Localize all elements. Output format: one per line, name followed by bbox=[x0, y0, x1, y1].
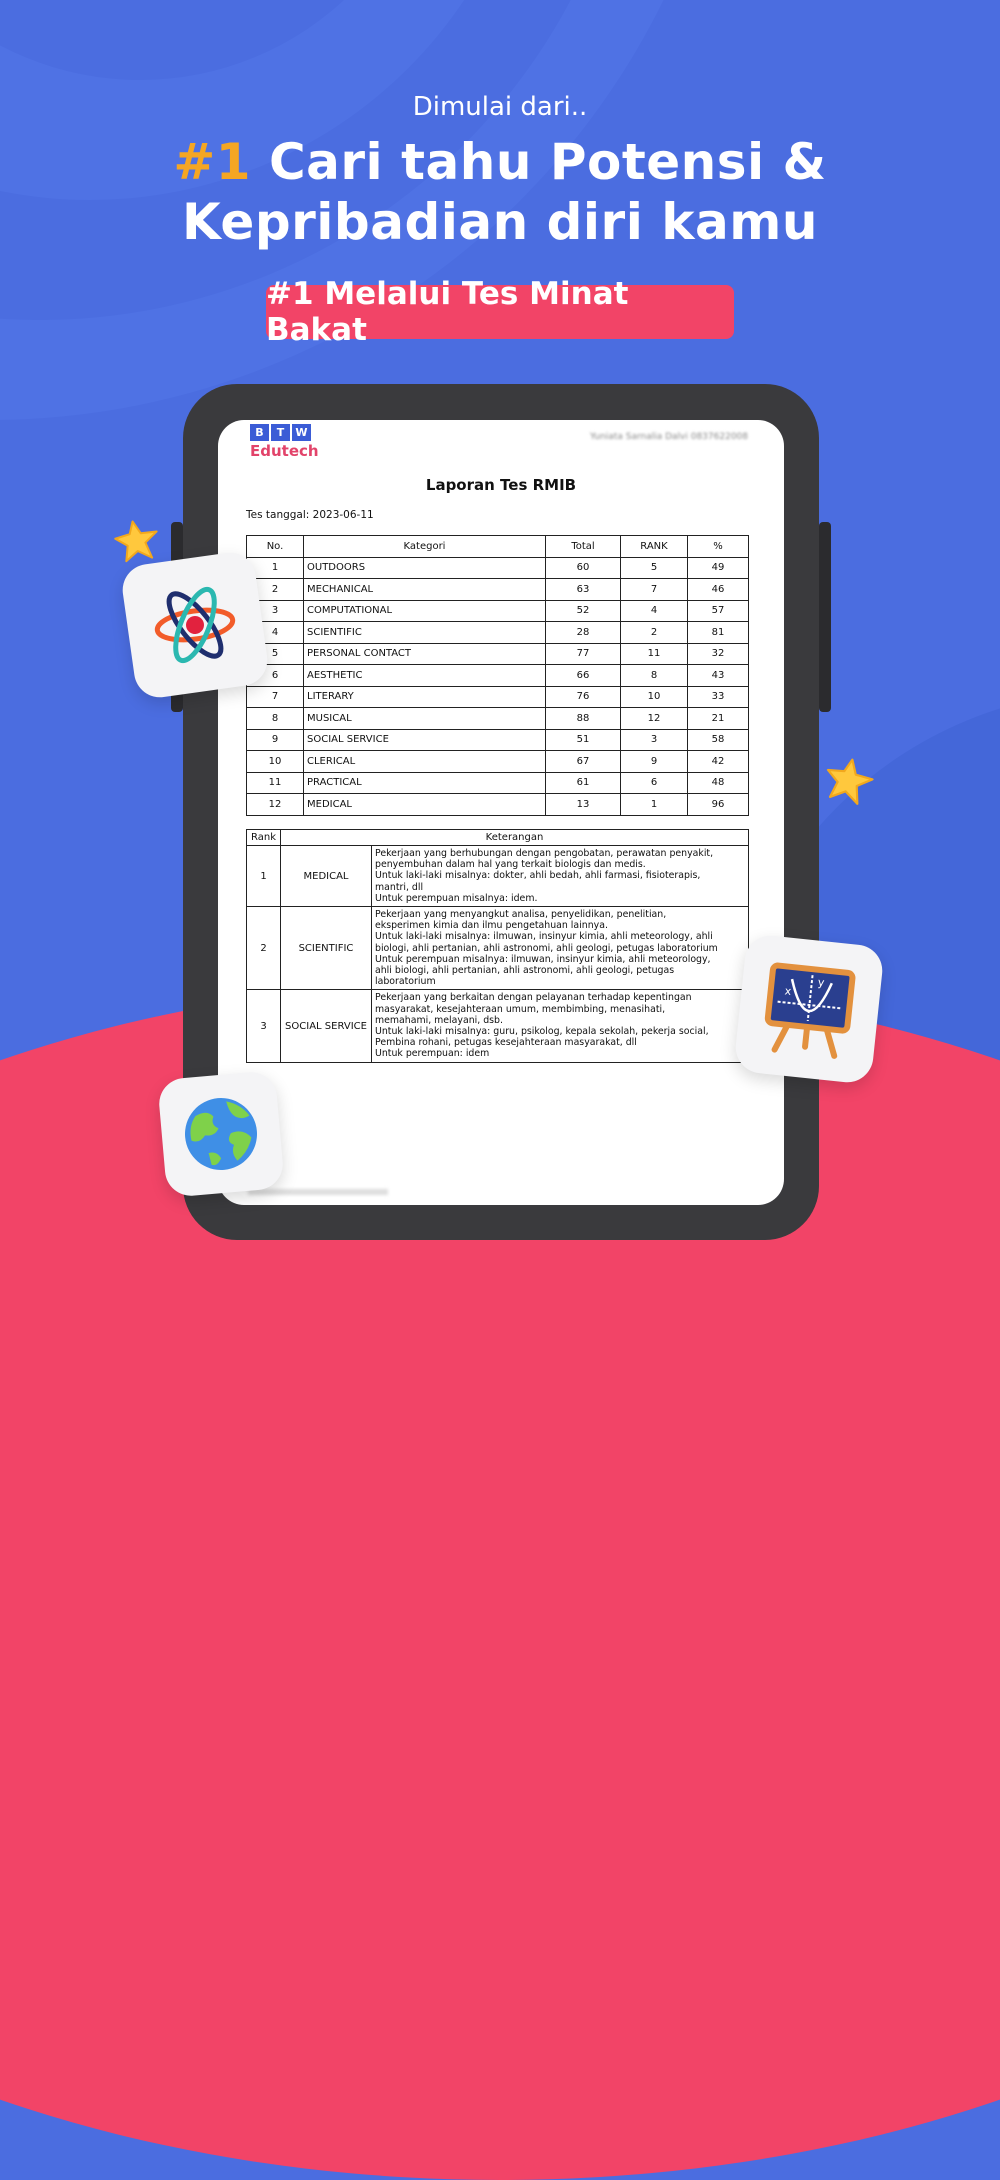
table-row bbox=[247, 729, 749, 751]
description-cell bbox=[372, 907, 749, 990]
table-row bbox=[247, 643, 749, 665]
intro-text: Dimulai dari.. bbox=[412, 92, 588, 122]
rank-cell: 2 bbox=[247, 907, 281, 990]
table-cell: 6 bbox=[247, 665, 304, 687]
table-cell: 10 bbox=[621, 686, 688, 708]
table-cell: 2 bbox=[621, 622, 688, 644]
table-cell: 5 bbox=[621, 557, 688, 579]
category-cell: MEDICAL bbox=[281, 846, 372, 907]
table-cell: 7 bbox=[621, 579, 688, 601]
description-line: mantri, dll bbox=[375, 881, 424, 893]
table-cell: 9 bbox=[621, 751, 688, 773]
table-row bbox=[247, 686, 749, 708]
table-row bbox=[247, 772, 749, 794]
table-cell: 11 bbox=[621, 643, 688, 665]
table-row bbox=[247, 622, 749, 644]
rank-cell: 3 bbox=[247, 990, 281, 1062]
table-cell: 8 bbox=[621, 665, 688, 687]
table-cell: 43 bbox=[688, 665, 749, 687]
table-cell: 51 bbox=[546, 729, 621, 751]
table-cell: 3 bbox=[247, 600, 304, 622]
graph-board-sticker bbox=[733, 933, 885, 1085]
table-cell: 49 bbox=[688, 557, 749, 579]
description-line: masyarakat, kesejahteraan umum, membimbing, menasihati, bbox=[375, 1003, 666, 1015]
description-line: penyembuhan dalam hal yang terkait biologis dan medis. bbox=[375, 859, 646, 871]
description-cell bbox=[372, 990, 749, 1062]
table-cell: 67 bbox=[546, 751, 621, 773]
description-line: ahli biologi, ahli pertanian, ahli astronomi, ahli geologi, petugas bbox=[375, 965, 675, 977]
blurred-footer bbox=[248, 1189, 388, 1195]
table-cell: 60 bbox=[546, 557, 621, 579]
column-header: Total bbox=[546, 536, 621, 558]
table-cell: 13 bbox=[546, 794, 621, 816]
table-cell: 42 bbox=[688, 751, 749, 773]
table-cell: PERSONAL CONTACT bbox=[304, 643, 546, 665]
column-header: Rank bbox=[247, 830, 281, 846]
table-cell: MECHANICAL bbox=[304, 579, 546, 601]
description-line: memahami, melayani, dsb. bbox=[375, 1014, 503, 1026]
table-row bbox=[247, 846, 749, 907]
description-line: eksperimen kimia dan ilmu pengetahuan lainnya. bbox=[375, 920, 608, 932]
table-cell: SCIENTIFIC bbox=[304, 622, 546, 644]
logo-letter: B bbox=[250, 424, 269, 441]
test-date: Tes tanggal: 2023-06-11 bbox=[246, 509, 374, 521]
table-cell: 66 bbox=[546, 665, 621, 687]
table-row bbox=[247, 907, 749, 990]
table-cell: 9 bbox=[247, 729, 304, 751]
column-header: No. bbox=[247, 536, 304, 558]
table-row bbox=[247, 708, 749, 730]
table-cell: 33 bbox=[688, 686, 749, 708]
description-line: Untuk laki-laki misalnya: ilmuwan, insinyur kimia, ahli meteorology, ahli bbox=[375, 931, 713, 943]
page-title bbox=[0, 132, 1000, 252]
table-cell: 1 bbox=[621, 794, 688, 816]
table-cell: 12 bbox=[247, 794, 304, 816]
table-cell: 52 bbox=[546, 600, 621, 622]
description-table bbox=[246, 829, 749, 1063]
description-line: Untuk laki-laki misalnya: dokter, ahli bedah, ahli farmasi, fisioterapis, bbox=[375, 870, 701, 882]
table-cell: OUTDOORS bbox=[304, 557, 546, 579]
category-cell: SOCIAL SERVICE bbox=[281, 990, 372, 1062]
feature-pill: #1 Melalui Tes Minat Bakat bbox=[266, 285, 734, 339]
table-cell: 76 bbox=[546, 686, 621, 708]
table-cell: 46 bbox=[688, 579, 749, 601]
table-cell: SOCIAL SERVICE bbox=[304, 729, 546, 751]
table-cell: 1 bbox=[247, 557, 304, 579]
description-line: Pembina rohani, petugas kesejahteraan masyarakat, dll bbox=[375, 1037, 637, 1049]
table-cell: 4 bbox=[247, 622, 304, 644]
table-cell: 58 bbox=[688, 729, 749, 751]
description-line: Pekerjaan yang berkaitan dengan pelayanan terhadap kepentingan bbox=[375, 992, 692, 1004]
column-header: Keterangan bbox=[281, 830, 749, 846]
atom-sticker bbox=[119, 549, 270, 700]
description-line: Pekerjaan yang berhubungan dengan pengobatan, perawatan penyakit, bbox=[375, 848, 714, 859]
logo-letter: W bbox=[292, 424, 311, 441]
table-cell: 3 bbox=[621, 729, 688, 751]
description-line: Pekerjaan yang menyangkut analisa, penyelidikan, penelitian, bbox=[375, 909, 667, 921]
table-cell: 5 bbox=[247, 643, 304, 665]
table-row bbox=[247, 579, 749, 601]
table-row bbox=[247, 990, 749, 1062]
description-cell bbox=[372, 846, 749, 907]
globe-icon bbox=[178, 1091, 265, 1178]
table-cell: 21 bbox=[688, 708, 749, 730]
description-line: Untuk perempuan: idem bbox=[375, 1048, 490, 1060]
table-row bbox=[247, 794, 749, 816]
report-title: Laporan Tes RMIB bbox=[425, 476, 577, 494]
btw-edutech-logo bbox=[250, 424, 319, 460]
table-cell: 4 bbox=[621, 600, 688, 622]
tablet-screen bbox=[218, 420, 784, 1205]
svg-text:y: y bbox=[817, 975, 826, 990]
table-cell: 12 bbox=[621, 708, 688, 730]
star-icon bbox=[114, 518, 162, 564]
table-row bbox=[247, 751, 749, 773]
tablet-side-button bbox=[819, 522, 831, 712]
table-cell: 88 bbox=[546, 708, 621, 730]
table-row bbox=[247, 557, 749, 579]
table-cell: 28 bbox=[546, 622, 621, 644]
table-cell: 8 bbox=[247, 708, 304, 730]
svg-text:x: x bbox=[784, 984, 792, 999]
column-header: RANK bbox=[621, 536, 688, 558]
description-line: Untuk perempuan misalnya: idem. bbox=[375, 892, 538, 904]
description-line: biologi, ahli pertanian, ahli astronomi, ahli geologi, petugas laboratorium bbox=[375, 942, 718, 954]
column-header: Kategori bbox=[304, 536, 546, 558]
table-cell: COMPUTATIONAL bbox=[304, 600, 546, 622]
table-cell: 7 bbox=[247, 686, 304, 708]
title-line2: Kepribadian diri kamu bbox=[182, 193, 818, 251]
table-cell: CLERICAL bbox=[304, 751, 546, 773]
table-cell: 10 bbox=[247, 751, 304, 773]
score-table bbox=[246, 535, 749, 816]
description-line: Untuk laki-laki misalnya: guru, psikolog, kepala sekolah, pekerja social, bbox=[375, 1026, 709, 1038]
table-cell: 11 bbox=[247, 772, 304, 794]
table-row bbox=[247, 665, 749, 687]
table-cell: LITERARY bbox=[304, 686, 546, 708]
table-cell: 77 bbox=[546, 643, 621, 665]
table-cell: 6 bbox=[621, 772, 688, 794]
table-cell: 63 bbox=[546, 579, 621, 601]
category-cell: SCIENTIFIC bbox=[281, 907, 372, 990]
globe-sticker bbox=[157, 1070, 285, 1198]
table-cell: PRACTICAL bbox=[304, 772, 546, 794]
title-line1: Cari tahu Potensi & bbox=[251, 133, 827, 191]
table-row bbox=[247, 600, 749, 622]
column-header: % bbox=[688, 536, 749, 558]
blurred-user-name: Yuniata Sarnalia Dalvi 0837622008 bbox=[589, 432, 748, 442]
table-cell: 57 bbox=[688, 600, 749, 622]
graph-board-icon bbox=[756, 956, 862, 1062]
rank-cell: 1 bbox=[247, 846, 281, 907]
table-cell: 32 bbox=[688, 643, 749, 665]
table-cell: 61 bbox=[546, 772, 621, 794]
description-line: Untuk perempuan misalnya: ilmuwan, insinyur kimia, ahli meteorology, bbox=[375, 953, 711, 965]
table-cell: MEDICAL bbox=[304, 794, 546, 816]
table-cell: 2 bbox=[247, 579, 304, 601]
logo-word: Edutech bbox=[250, 442, 319, 460]
atom-icon bbox=[144, 574, 246, 676]
logo-letter: T bbox=[271, 424, 290, 441]
table-cell: AESTHETIC bbox=[304, 665, 546, 687]
title-accent: #1 bbox=[173, 133, 252, 191]
star-icon bbox=[824, 756, 876, 806]
table-cell: 48 bbox=[688, 772, 749, 794]
table-cell: MUSICAL bbox=[304, 708, 546, 730]
table-cell: 96 bbox=[688, 794, 749, 816]
table-cell: 81 bbox=[688, 622, 749, 644]
description-line: laboratorium bbox=[375, 976, 436, 988]
